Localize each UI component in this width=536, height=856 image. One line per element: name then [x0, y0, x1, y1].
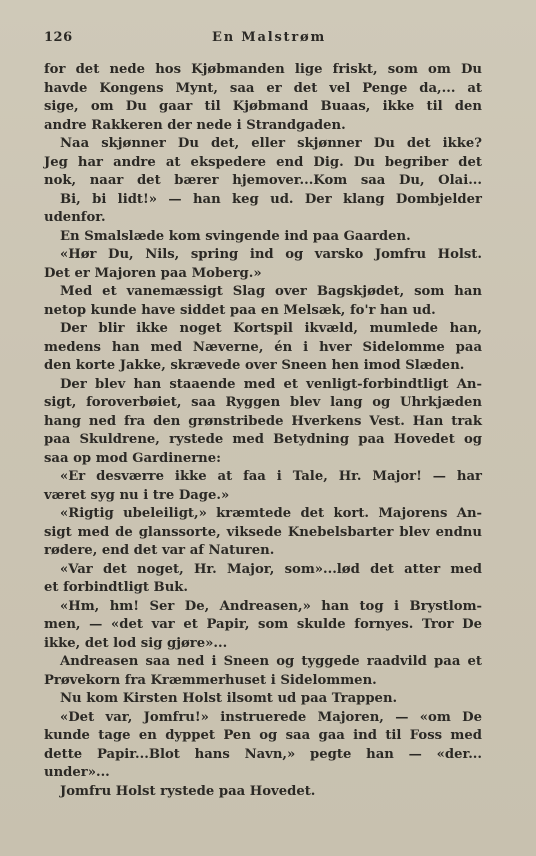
text-line: sige, om Du gaar til Kjøbmand Buaas, ikke til den: [44, 99, 482, 114]
text-line: «Hør Du, Nils, spring ind og varsko Jomfru Holst.: [60, 247, 482, 262]
text-line: «Det var, Jomfru!» instruerede Majoren, — «om De: [60, 709, 482, 725]
text-line: kunde tage en dyppet Pen og saa gaa ind til Foss med: [44, 728, 482, 743]
text-line: dette Papir...Blot hans Navn,» pegte han — «der...: [44, 746, 482, 762]
text-line: Der blev han staaende med et venligt-forbindtligt An-: [60, 376, 482, 392]
text-line: «Er desværre ikke at faa i Tale, Hr. Major! — har: [60, 469, 482, 484]
text-line: «Rigtig ubeleiligt,» kræmtede det kort. Majorens An-: [60, 506, 482, 521]
text-line: sigt, foroverbøiet, saa Ryggen blev lang og Uhrkjæden: [44, 395, 482, 410]
text-line: Med et vanemæssigt Slag over Bagskjødet, som han: [60, 284, 482, 299]
text-line: udenfor.: [44, 210, 106, 225]
page-number: 126: [44, 30, 73, 45]
text-line: Der blir ikke noget Kortspil ikvæld, mumlede han,: [60, 321, 482, 336]
text-line: under»...: [44, 765, 110, 780]
text-line: Bi, bi lidt!» — han keg ud. Der klang Dombjelder: [60, 191, 482, 207]
text-line: Jomfru Holst rystede paa Hovedet.: [60, 783, 316, 799]
running-title: En Malstrøm: [212, 30, 327, 45]
text-line: paa Skuldrene, rystede med Betydning paa Hovedet og: [44, 432, 482, 447]
text-line: medens han med Næverne, én i hver Sidelomme paa: [44, 339, 482, 355]
text-line: andre Rakkeren der nede i Strandgaden.: [44, 117, 346, 133]
text-line: Prøvekorn fra Kræmmerhuset i Sidelommen.: [44, 672, 377, 688]
text-line: nok, naar det bærer hjemover...Kom saa Du, Olai...: [44, 173, 482, 188]
text-line: ikke, det lod sig gjøre»...: [44, 635, 228, 651]
page-header: [44, 30, 484, 52]
text-line: Naa skjønner Du det, eller skjønner Du det ikke?: [60, 136, 482, 151]
text-line: havde Kongens Mynt, saa er det vel Penge da,... at: [44, 80, 482, 96]
text-line: Jeg har andre at ekspedere end Dig. Du begriber det: [44, 154, 482, 170]
body-text: [44, 61, 482, 801]
text-line: rødere, end det var af Naturen.: [44, 543, 275, 558]
text-line: «Hm, hm! Ser De, Andreasen,» han tog i Brystlom-: [60, 598, 482, 614]
text-line: Nu kom Kirsten Holst ilsomt ud paa Trappen.: [60, 691, 398, 706]
text-line: Det er Majoren paa Moberg.»: [44, 265, 262, 281]
text-line: «Var det noget, Hr. Major, som»...lød det atter med: [60, 561, 482, 577]
text-line: den korte Jakke, skrævede over Sneen hen imod Slæden.: [44, 358, 465, 373]
text-line: Andreasen saa ned i Sneen og tyggede raadvild paa et: [60, 654, 482, 669]
text-line: En Smalslæde kom svingende ind paa Gaarden.: [60, 228, 411, 244]
text-line: men, — «det var et Papir, som skulde fornyes. Tror De: [44, 617, 482, 632]
text-line: saa op mod Gardinerne:: [44, 450, 222, 466]
text-line: for det nede hos Kjøbmanden lige friskt, som om Du: [44, 62, 482, 77]
text-line: hang ned fra den grønstribede Hverkens Vest. Han trak: [44, 413, 482, 429]
text-line: et forbindtligt Buk.: [44, 580, 189, 595]
text-line: sigt med de glanssorte, viksede Knebelsbarter blev endnu: [44, 524, 482, 540]
text-line: netop kunde have siddet paa en Melsæk, fo'r han ud.: [44, 302, 436, 318]
text-line: været syg nu i tre Dage.»: [44, 487, 230, 503]
